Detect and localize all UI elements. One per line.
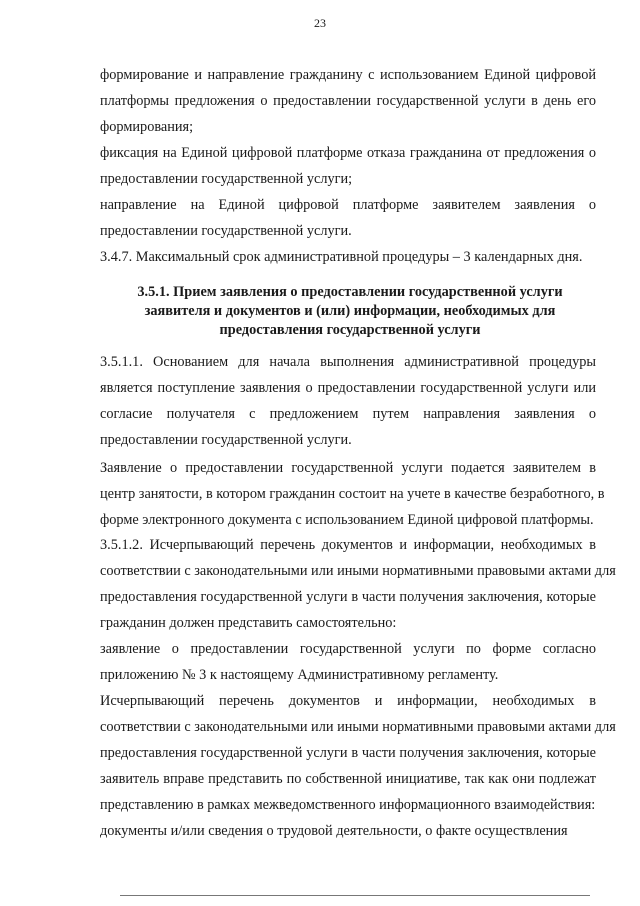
paragraph-line: направление на Единой цифровой платформе заявителем заявления о xyxy=(100,197,596,213)
paragraph-line: является поступление заявления о предоставлении государственной услуги или xyxy=(100,380,596,396)
paragraph-line: предоставления государственной услуги в части получения заключения, которые xyxy=(100,745,596,761)
paragraph-line: платформы предложения о предоставлении государственной услуги в день его xyxy=(100,93,596,109)
paragraph-line: заявление о предоставлении государственной услуги по форме согласно xyxy=(100,641,596,657)
paragraph-line: соответствии с законодательными или иными нормативными правовыми актами для xyxy=(100,563,616,579)
page-number: 23 xyxy=(314,16,326,30)
paragraph-line: 3.4.7. Максимальный срок административной процедуры – 3 календарных дня. xyxy=(100,249,583,265)
paragraph-line: гражданин должен представить самостоятельно: xyxy=(100,615,397,631)
paragraph-line: формирования; xyxy=(100,119,194,135)
paragraph-line: приложению № 3 к настоящему Административному регламенту. xyxy=(100,667,499,683)
heading-line: 3.5.1. Прием заявления о предоставлении государственной услуги xyxy=(137,284,563,300)
section-heading xyxy=(120,283,580,340)
paragraph-line: соответствии с законодательными или иными нормативными правовыми актами для xyxy=(100,719,616,735)
paragraph-line: предоставления государственной услуги в части получения заключения, которые xyxy=(100,589,596,605)
paragraph-line: представлению в рамках межведомственного информационного взаимодействия: xyxy=(100,797,596,813)
paragraph-line: предоставлении государственной услуги. xyxy=(100,432,352,448)
bottom-rule xyxy=(120,895,590,896)
paragraph-line: 3.5.1.2. Исчерпывающий перечень документов и информации, необходимых в xyxy=(100,537,596,553)
paragraph-line: Исчерпывающий перечень документов и информации, необходимых в xyxy=(100,693,596,709)
paragraph-line: форме электронного документа с использованием Единой цифровой платформы. xyxy=(100,512,594,528)
paragraph-line: документы и/или сведения о трудовой деятельности, о факте осуществления xyxy=(100,823,568,839)
paragraph-line: формирование и направление гражданину с использованием Единой цифровой xyxy=(100,67,596,83)
paragraph-line: 3.5.1.1. Основанием для начала выполнения административной процедуры xyxy=(100,354,596,370)
paragraph-line: Заявление о предоставлении государственной услуги подается заявителем в xyxy=(100,460,596,476)
paragraph-line: центр занятости, в котором гражданин состоит на учете в качестве безработного, в xyxy=(100,486,605,502)
paragraph-line: предоставлении государственной услуги. xyxy=(100,223,352,239)
heading-line: заявителя и документов и (или) информации, необходимых для xyxy=(144,303,556,319)
paragraph-line: согласие получателя с предложением путем направления заявления о xyxy=(100,406,596,422)
paragraph-line: заявитель вправе представить по собственной инициативе, так как они подлежат xyxy=(100,771,596,787)
paragraph-line: предоставлении государственной услуги; xyxy=(100,171,353,187)
heading-line: предоставления государственной услуги xyxy=(219,322,481,338)
paragraph-line: фиксация на Единой цифровой платформе отказа гражданина от предложения о xyxy=(100,145,596,161)
